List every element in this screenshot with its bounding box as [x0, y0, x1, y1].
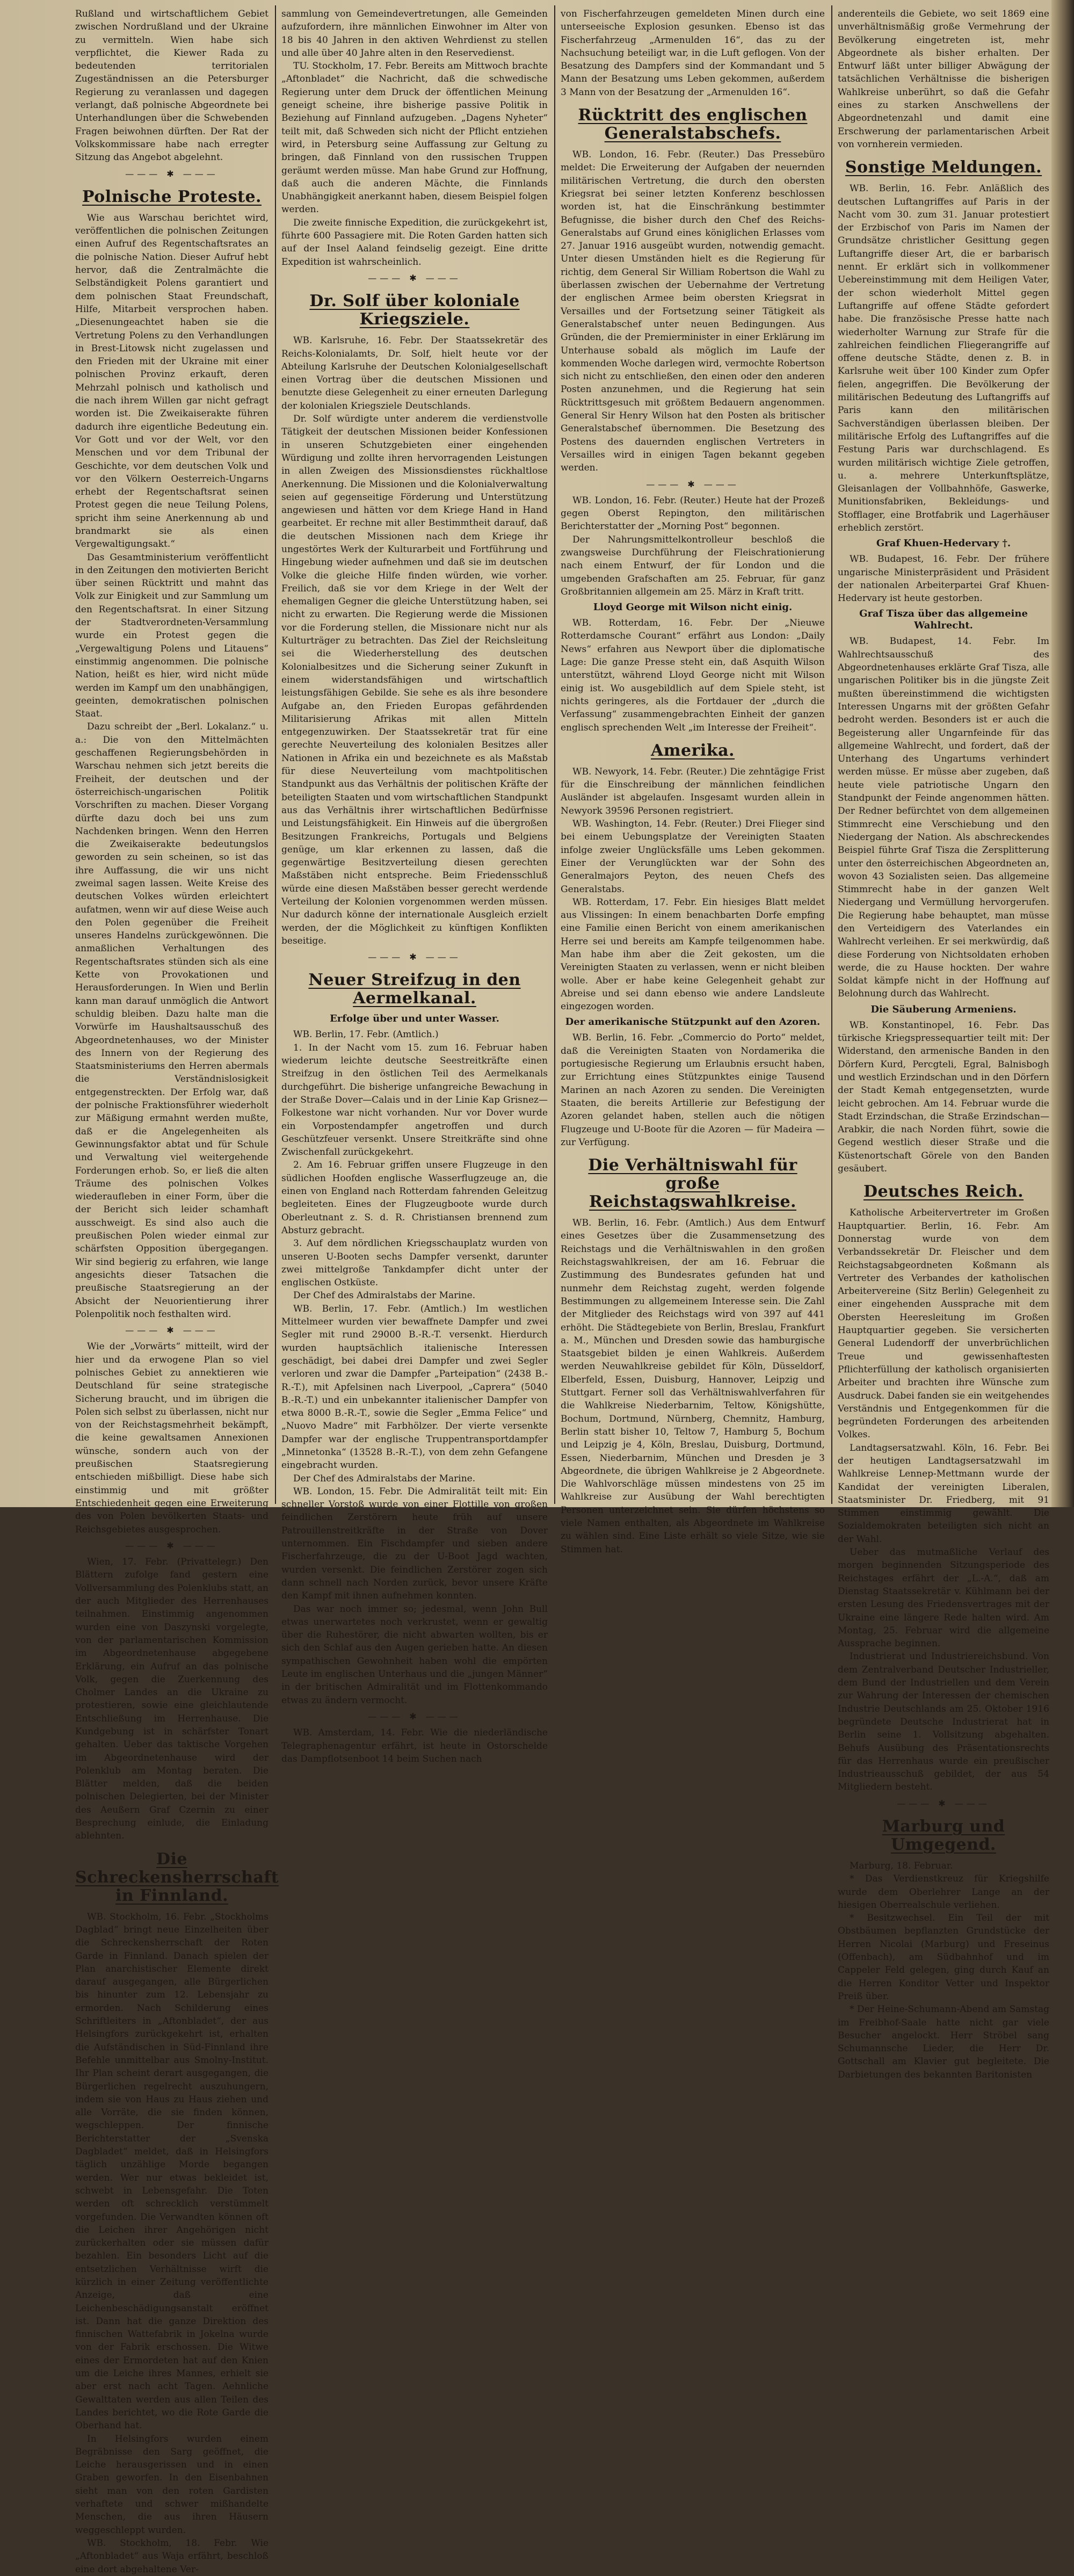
article-paragraph: WB. Berlin, 17. Febr. (Amtlich.) [293, 1029, 439, 1040]
article-paragraph: von Fischerfahrzeugen gemeldeten Minen durch eine unterseeische Explosion gesunken. Ebenso ist das Fischerfahrzeug „Armenulden 16“, das zu der Nachsuchung beteiligt war, in die Luft geflogen. Von der Besatzung des Dampfers sind der Kommandant und 5 Mann der Besatzung ums Leben gekommen, außerdem 3 Mann von der Besatzung der „Armenulden 16“. [561, 9, 825, 98]
section-separator [75, 1324, 268, 1337]
article-paragraph: Der Chef des Admiralstabs der Marine. [293, 1473, 476, 1484]
article-paragraph: Wie der „Vorwärts“ mitteilt, wird der hier und da erwogene Plan so viel polnisches Gebiet zu annektieren wie Deutschland für seine strategische Sicherung braucht, und im übrigen die Polen sich selbst zu überlassen, nicht nur von der Reichstagsmehrheit bekämpft, die keine gewaltsamen Annexionen wünsche, sondern auch von der preußischen Staatsregierung entschieden mißbilligt. Diese habe sich einstimmig und mit größter Entschiedenheit gegen eine Erweiterung des von Polen bevölkerten Staats- und Reichsgebietes ausgesprochen. [75, 1341, 268, 1535]
article-paragraph: WB. Rotterdam, 16. Febr. Der „Nieuwe Rotterdamsche Courant“ erfährt aus London: „Daily News“ erfahren aus Newport über die diplomatische Lage: Die ganze Presse steht ein, daß Asquith Wilson unterstützt, während Lloyd George nicht mit Wilson einig ist. Wo ausgebildlich auf dem Spiele steht, ist nichts geringeres, als die Fortdauer der „durch die Verfassung“ zusammengebrachten Einheit der ganzen englisch sprechenden Welt „im Interesse der Freiheit“. [561, 618, 825, 733]
article-paragraph: WB. Stockholm, 18. Febr. Wie „Aftonbladet“ aus Waja erfährt, beschloß eine dort abgehaltene Ver- [75, 2537, 268, 2575]
section-separator [281, 1710, 548, 1723]
article-headline: Polnische Proteste. [82, 187, 262, 206]
article-subheadline: Der amerikanische Stützpunkt auf den Azoren. [565, 1016, 821, 1028]
article-headline: Die Schreckensherrschaft in Finnland. [75, 1849, 279, 1905]
article-paragraph: WB. Berlin, 16. Febr. (Amtlich.) Aus dem Entwurf eines Gesetzes über die Zusammensetzung des Reichstags und die Verhältniswahlen in den großen Reichstagswahlkreisen, der am 16. Februar die Zustimmung des Bundesrates gefunden hat und nunmehr dem Reichstag zugeht, werden folgende Bestimmungen zu allgemeinem Interesse sein. Die Zahl der Mitglieder des Reichstags wird von 397 auf 441 erhöht. Die Städtegebiete von Berlin, Breslau, Frankfurt a. M., München und Dresden sowie das hamburgische Staatsgebiet bilden je einen Wahlkreis. Außerdem werden Neuwahlkreise gebildet für Köln, Düsseldorf, Elberfeld, Essen, Duisburg, Hannover, Leipzig und Stuttgart. Ferner soll das Verhältniswahlverfahren für die Wahlkreise Niederbarnim, Teltow, Königshütte, Bochum, Dortmund, Nürnberg, Chemnitz, Hamburg, Berlin statt bisher 10, Teltow 7, Hamburg 5, Bochum und Leipzig je 4, Köln, Breslau, Duisburg, Dortmund, Essen, Niederbarnim, München und Dresden je 3 Abgeordnete, die übrigen Wahlkreise je 2 Abgeordnete. Die Wahlvorschläge müssen mindestens von 25 im Wahlkreise zur Ausübung der Wahl berechtigten Personen unterzeichnet sein. Sie dürfen höchstens so viele Namen enthalten, als Abgeordnete im Wahlkreise zu wählen sind. Eine Liste erhält so viele Sitze, wie sie Stimmen hat. [561, 1218, 825, 1555]
article-subheadline: Lloyd George mit Wilson nicht einig. [593, 602, 793, 613]
article-paragraph: * Der Heine-Schumann-Abend am Samstag im Freibhof-Saale hatte nicht gar viele Besucher angelockt. Herr Ströbel sang Schumannsche Lieder, die Herr Dr. Gottschall am Klavier gut begleitete. Die Darbietungen des bekannten Baritonisten [838, 2004, 1049, 2080]
article-headline: Rücktritt des englischen Generalstabschefs. [578, 106, 808, 143]
article-paragraph: Marburg, 18. Februar. [850, 1861, 953, 1871]
article-paragraph: WB. Berlin, 16. Febr. Anläßlich des deutschen Luftangriffes auf Paris in der Nacht vom 30. zum 31. Januar protestiert der Erzbischof von Paris im Namen der Grundsätze christlicher Gesittung gegen Luftangriffe dieser Art, die er barbarisch nennt. Er erklärt sich in vollkommener Uebereinstimmung mit dem Heiligen Vater, der schon wiederholt Mittel gegen Luftangriffe auf offene Städte gefordert habe. Die französische Presse hatte nach wiederholter Warnung zur Strafe für die zahlreichen feindlichen Fliegerangriffe auf offene deutsche Städte, denen z. B. in Karlsruhe weit über 100 Kinder zum Opfer fielen, angegriffen. Die Bevölkerung der militärischen Bedeutung des Luftangriffs auf Paris kann den militärischen Sachverständigen überlassen bleiben. Der militärische Erfolg des Luftangriffes auf die Festung Paris war durchschlagend. Es wurden militärisch wichtige Ziele getroffen, u. a. mehrere Unterkunftsplätze, Gleisanlagen der Vollbahnhöfe, Gaswerke, Munitionsfabriken, Bekleidungs- und Stofflager, eine Brotfabrik und Lagerhäuser erheblich zerstört. [838, 183, 1049, 533]
article-headline: Die Verhältniswahl für große Reichstagswahlkreise. [588, 1156, 797, 1212]
article-paragraph: Wien, 17. Febr. (Privattelegr.) Den Blättern zufolge fand gestern eine Vollversammlung des Polenklubs statt, an der auch Mitglieder des Herrenhauses teilnahmen. Einstimmig angenommen wurden eine von Daszynski vorgelegte, von der parlamentarischen Kommission im Abgeordnetenhause abgegebene Erklärung, ein Aufruf an das polnische Volk, gegen die Zuerkennung des Cholmer Landes an die Ukraine zu protestieren, sowie eine gleichlautende Entschließung im Herrenhause. Die Kundgebung ist in schärfster Tonart gehalten. Ueber das taktische Vorgehen im Abgeordnetenhause wird der Polenklub am Montag beraten. Die Blätter melden, daß die beiden polnischen Delegierten, bei der Minister des Aeußern Graf Czernin zu einer Besprechung einlude, die Einladung ablehnten. [75, 1557, 268, 1842]
article-paragraph: WB. Karlsruhe, 16. Febr. Der Staatssekretär des Reichs-Kolonialamts, Dr. Solf, hielt heute vor der Abteilung Karlsruhe der Deutschen Kolonialgesellschaft einen Vortrag über die deutschen Missionen und benutzte diese Gelegenheit zu einer erneuten Darlegung der kolonialen Kriegsziele Deutschlands. [281, 335, 548, 411]
section-separator [281, 272, 548, 285]
article-headline: Amerika. [651, 741, 735, 760]
article-paragraph: WB. Stockholm, 16. Febr. „Stockholms Dagblad“ bringt neue Einzelheiten über die Schreckensherrschaft der Roten Garde in Finnland. Danach spielen der Plan anarchistischer Elemente direkt darauf ausgegangen, alle Bürgerlichen bis hinunter zum 12. Lebensjahr zu ermorden. Nach Schilderung eines Schriftleiters in „Aftonbladet“, der aus Helsingfors zurückgekehrt ist, erhalten die Aufständischen in Süd-Finnland ihre Befehle unmittelbar aus Smolny-Institut. Ihr Plan scheint derart ausgegangen, die Bürgerlichen regelrecht auszuhungern, indem sie von Haus zu Haus ziehen und alle Vorräte, die sie finden können, wegschleppen. Der finnische Berichterstatter der „Svenska Dagbladet“ meldet, daß in Helsingfors täglich unzählige Morde begangen werden. Wer nur etwas bekleidet ist, schwebt in Lebensgefahr. Die Toten werden oft schrecklich verstümmelt vorgefunden. Die Verwandten können oft die Leichen ihrer Angehörigen nicht zurückerhalten oder sie müssen dafür bezahlen. Ein besonders Licht auf die entsetzlichen Verhältnisse wirft die kürzlich in einer Zeitung veröffentlichte Anzeige, daß eine Leichenbeschädigungsanstalt eröffnet ist. Dann hat die ganze Direktion des finnischen Wattefabrik in Jokelna wurde von der Fabrik erschossen. Die Witwe eines der Ermordeten hat auf den Knien um die Leiche ihres Mannes, erhielt sie aber erst nach acht Tagen. Aehnliche Gewalttaten werden aus allen Teilen des Landes berichtet, wo die Rote Garde die Oberhand hat. [75, 1911, 268, 2432]
article-headline: Sonstige Meldungen. [845, 158, 1042, 177]
article-paragraph: WB. London, 16. Febr. (Reuter.) Heute hat der Prozeß gegen Oberst Repington, den militärischen Berichterstatter der „Morning Post“ begonnen. [561, 495, 825, 532]
article-paragraph: TU. Stockholm, 17. Febr. Bereits am Mittwoch brachte „Aftonbladet“ die Nachricht, daß die schwedische Regierung unter dem Druck der öffentlichen Meinung geneigt scheine, ihre bisherige passive Politik in Beziehung auf Finnland aufzugeben. „Dagens Nyheter“ teilt mit, daß Schweden sich nicht der Pflicht entziehen wird, in Petersburg seine Auffassung zur Geltung zu bringen, daß Finnland von den russischen Truppen geräumt werden müsse. Man habe Grund zur Hoffnung, daß auch die anderen Mächte, die Finnlands Unabhängigkeit anerkannt haben, diesem Beispiel folgen werden. [281, 61, 548, 215]
article-paragraph: WB. Washington, 14. Febr. (Reuter.) Drei Flieger sind bei einem Uebungsplatze der Vereinigten Staaten infolge zweier Unglücksfälle ums Leben gekommen. Einer der Verunglückten war der Sohn des Generalmajors Peyton, des neuen Chefs des Generalstabs. [561, 819, 825, 895]
article-headline: Marburg und Umgegend. [882, 1817, 1005, 1854]
article-paragraph: WB. Budapest, 16. Febr. Der frühere ungarische Ministerpräsident und Präsident der nationalen Arbeiterpartei Graf Khuen-Hedervary ist heute gestorben. [838, 554, 1049, 604]
column-3 [561, 8, 825, 1555]
column-rule [831, 5, 832, 1504]
article-subheadline: Graf Khuen-Hedervary †. [876, 538, 1011, 549]
article-paragraph: Die zweite finnische Expedition, die zurückgekehrt ist, führte 600 Passagiere mit. Die Roten Garden hatten sich auf der Insel Aaland feindselig gezeigt. Eine dritte Expedition ist wahrscheinlich. [281, 217, 548, 267]
article-paragraph: WB. London, 15. Febr. Die Admiralität teilt mit: Ein schneller Vorstoß wurde von einer Flottille von großen feindlichen Zerstörern heute früh auf unsere Patrouillenstreitkräfte in der Straße von Dover unternommen. Ein Fischdampfer und sieben andere Fischerfahrzeuge, die zu der U-Boot Jagd wachten, wurden versenkt. Die feindlichen Zerstörer zogen sich dann schnell nach Norden zurück, bevor unsere Kräfte den Kampf mit ihnen aufnehmen konnten. [281, 1486, 548, 1602]
article-paragraph: anderenteils die Gebiete, wo seit 1869 eine unverhältnismäßig große Vermehrung der Bevölkerung eingetreten ist, mehr Abgeordnete als bisher erhalten. Der Entwurf läßt unter billiger Abwägung der tatsächlichen Verhältnisse die bisherigen Wahlkreise unberührt, so daß die Gefahr eines zu starken Anschwellens der Abgeordnetenzahl und damit eine Erschwerung der parlamentarischen Arbeit von vornherein vermieden. [838, 9, 1049, 150]
article-paragraph: 1. In der Nacht vom 15. zum 16. Februar haben wiederum leichte deutsche Seestreitkräfte einen Streifzug in den östlichen Teil des Aermelkanals durchgeführt. Die bisherige unfangreiche Bewachung in der Straße Dover—Calais und in der Linie Kap Grisnez—Folkestone war nicht vorhanden. Nur vor Dover wurde ein Vorpostendampfer angetroffen und durch Geschützfeuer versenkt. Unsere Streitkräfte sind ohne Zwischenfall zurückgekehrt. [281, 1042, 548, 1158]
article-paragraph: Der Chef des Admiralstabs der Marine. [293, 1290, 476, 1301]
column-1 [75, 8, 279, 2575]
column-rule [275, 5, 276, 1504]
column-2 [281, 8, 548, 1764]
article-paragraph: WB. Budapest, 14. Febr. Im Wahlrechtsausschuß des Abgeordnetenhauses erklärte Graf Tisza, alle ungarischen Politiker bis in die jüngste Zeit mußten übereinstimmend die wichtigsten Interessen Ungarns mit der größten Gefahr bedroht werden. Besonders ist er auch die Begeisterung aller Ungarnfeinde für das allgemeine Wahlrecht, und fordert, daß der Unterhang des Ungartums verhindert werden müsse. Er müsse aber zugeben, daß heute viele patriotische Ungarn den Standpunkt der Feinde angenommen hätten. Der Redner befürchtet von dem allgemeinen Stimmrecht eine Verschiebung und den Niedergang der Nation. Als abschreckendes Beispiel führte Graf Tisza die Zersplitterung unter den österreichischen Abgeordneten an, wovon 43 Sozialisten seien. Das allgemeine Stimmrecht habe in der ganzen Welt Niedergang und Vermüllung hervorgerufen. Die Regierung habe behauptet, man müsse den Verteidigern des Vaterlandes ein Wahlrecht verleihen. Er sei merkwürdig, daß diese Forderung von Nichtsoldaten erhoben werde, die zu Hause hockten. Der wahre Soldat kämpfe nicht in der Hoffnung auf Belohnung durch das Wahlrecht. [838, 636, 1049, 1000]
article-paragraph: 3. Auf dem nördlichen Kriegsschauplatz wurden von unseren U-Booten sechs Dampfer versenkt, darunter zwei mittelgroße Tankdampfer dicht unter der englischen Ostküste. [281, 1238, 548, 1289]
article-paragraph: In Helsingfors wurden einem Begräbnisse den Sarg geöffnet, die Leiche herausgerissen und in einen Graben geworfen. In den Eisenbahnen sieht man von den roten Gardisten verhaftete und schwer mißhandelte Menschen, die aus ihren Häusern weggeschleppt wurden. [75, 2433, 268, 2536]
column-rule [554, 5, 555, 1504]
section-separator [561, 478, 825, 491]
article-paragraph: 2. Am 16. Februar griffen unsere Flugzeuge in den südlichen Hoofden englische Wasserflugzeuge an, die einen von England nach Rotterdam fahrenden Geleitzug begleiteten. Eines der Flugzeugboote wurde durch Oberleutnant z. S. d. R. Christiansen brennend zum Absturz gebracht. [281, 1160, 548, 1236]
article-paragraph: Rußland und wirtschaftlichem Gebiet zwischen Nordrußland und der Ukraine zu vermitteln. Wien habe sich verpflichtet, die Kiewer Rada zu bedeutenden territorialen Zugeständnissen an die Petersburger Regierung zu veranlassen und dagegen verlangt, daß polnische Abgeordnete bei Unterhandlungen über die Schwebenden Fragen beiwohnen dürften. Der Rat der Volkskommissare habe nach erregter Sitzung das Angebot abgelehnt. [75, 9, 268, 163]
article-paragraph: Ueber das mutmaßliche Verlauf des morgen beginnenden Sitzungsperiode des Reichstages erfährt der „L.-A.“, daß am Dienstag Staatssekretär v. Kühlmann bei der ersten Lesung des Friedensvertrages mit der Ukraine eine längere Rede halten wird. Am Montag, 25. Februar wird die allgemeine Aussprache beginnen. [838, 1547, 1049, 1649]
article-paragraph: * Besitzwechsel. Ein Teil der mit Obstbäumen bepflanzten Grundstücke der Herren Nicolai (Marburg) und Freseinus (Offenbach), am Südbahnhof und im Cappeler Feld gelegen, ging durch Kauf an die Herren Konditor Vetter und Inspektor Preiß über. [838, 1913, 1049, 2002]
article-paragraph: WB. Berlin, 16. Febr. „Commercio do Porto“ meldet, daß die Vereinigten Staaten von Nordamerika die portugiesische Regierung um Erlaubnis ersucht haben, zur Errichtung eines Stützpunktes einige Tausend Marinen an nach Azoren zu senden. Die Vereinigten Staaten, die bereits Artillerie zur Befestigung der Azoren gelandet haben, stellen auch die nötigen Flugzeuge und U-Boote für die Azoren — für Madeira — zur Verfügung. [561, 1032, 825, 1148]
section-separator [75, 168, 268, 180]
article-headline: Neuer Streifzug in den Aermelkanal. [308, 971, 521, 1008]
column-4 [838, 8, 1049, 2080]
binding-edge [1051, 0, 1074, 1507]
article-paragraph: Der Nahrungsmittelkontrolleur beschloß die zwangsweise Durchführung der Fleischrationierung nach einem Entwurf, der für London und die umgebenden Grafschaften am 25. Februar, für ganz Großbritannien allgemein am 25. März in Kraft tritt. [561, 534, 825, 597]
article-paragraph: Dr. Solf würdigte unter anderem die verdienstvolle Tätigkeit der deutschen Missionen beider Konfessionen in unseren Schutzgebieten einer eingehenden Würdigung und zollte ihren hervorragenden Leistungen in allen Zweigen des Missionsdienstes rückhaltlose Anerkennung. Die Missionen und die Kolonialverwaltung seien auf gegenseitige Förderung und Unterstützung angewiesen und hätten vor dem Kriege Hand in Hand gearbeitet. Er rechne mit aller Bestimmtheit darauf, daß die deutschen Missionen nach dem Kriege ihr ungestörtes Werk der Kulturarbeit und Fortführung und Hingebung wieder aufnehmen und daß sie im deutschen Volke die gleiche Hilfe finden würden, wie vorher. Freilich, daß sie vor dem Kriege in der Welt der ehemaligen Gegner die gleiche Unterstützung haben, sei nicht zu erwarten. Die Regierung werde die Missionen vor die Forderung stellen, die Missionare nicht nur als Kulturträger zu betrachten. Das Ziel der Reichsleitung sei die Wiederherstellung des deutschen Kolonialbesitzes und die Sicherung seiner Zukunft in einem widerstandsfähigen und wirtschaftlich leistungsfähigen Gebilde. Sie sehe es als ihre besondere Aufgabe an, den Frieden Europas gefährdenden Militarisierung Afrikas mit allen Mitteln entgegenzuwirken. Der Staatssekretär trat für eine gerechte Neuverteilung des kolonialen Besitzes aller Nationen in Afrika ein und bezeichnete es als Maßstab für diese Neuverteilung vom machtpolitischen Standpunkt aus das Verhältnis der politischen Kräfte der beteiligten Staaten und vom wirtschaftlichen Standpunkt aus das Verhältnis ihrer wirtschaftlichen Bedürfnisse und Leistungsfähigkeit. Ein Hinweis auf die übergroßen Besitzungen Frankreichs, Portugals und Belgiens genüge, um klar erkennen zu lassen, daß die gegenwärtige Besitzverteilung diesen gerechten Maßstäben nicht entspreche. Beim Friedensschluß würde eine diesen Maßstäben besser gerecht werdende Verteilung der Kolonien vorgenommen werden müssen. Nur dadurch könne der internationale Ausgleich erzielt werden, der die Möglichkeit zu künftigen Konflikten beseitige. [281, 414, 548, 946]
section-separator [75, 1539, 268, 1552]
article-paragraph: Das war noch immer so; jedesmal, wenn John Bull etwas unerwartetes noch verkrustet, wenn er gewaltig über die Ruhestörer, die nicht abwarten wollten, bis er sich den Schlaf aus den Augen gerieben hatte. An diesen sympathischen Gewohnheit haben wohl die empörten Leute im englischen Unterhaus und die „jungen Männer“ in der britischen Admiralität und im Flottenkommando etwas zu ändern vermocht. [281, 1603, 548, 1706]
article-paragraph: Wie aus Warschau berichtet wird, veröffentlichen die polnischen Zeitungen einen Aufruf des Regentschaftsrates an die polnische Nation. Dieser Aufruf hebt hervor, daß die Zentralmächte die Selbständigkeit Polens garantiert und dem polnischen Staat Freundschaft, Hilfe, Mitarbeit versprochen haben. „Diesenungeachtet haben sie die Vertretung Polens zu den Verhandlungen in Brest-Litowsk nicht zugelassen und den Frieden mit der Ukraine mit einer polnischen Provinz erkauft, deren Mehrzahl polnisch und katholisch und die nach ihrem Willen gar nicht gefragt worden ist. Die Zweikaiserakte führen dadurch ihre eigentliche Bedeutung ein. Vor Gott und vor der Welt, vor den Menschen und vor dem Tribunal der Geschichte, vor dem deutschen Volk und vor den Völkern Oesterreich-Ungarns erhebt der Regentschaftsrat seinen Protest gegen die neue Teilung Polens, spricht ihm seine Anerkennung ab und brandmarkt sie als einen Vergewaltigungsakt.“ [75, 212, 268, 550]
article-paragraph: Dazu schreibt der „Berl. Lokalanz.“ u. a.: Die von den Mittelmächten geschaffenen Regierungsbehörden in Warschau nehmen sich jetzt bereits die Freiheit, der deutschen und der österreichisch-ungarischen Politik Vorschriften zu machen. Dieser Vorgang dürfte dazu doch bei uns zum Nachdenken bringen. Wenn den Herren die Zweikaiserakte bedeutungslos geworden zu sein scheinen, so ist das ihre Auffassung, die wir uns nicht zweimal sagen lassen. Weite Kreise des deutschen Volkes würden erleichtert aufatmen, wenn wir auf diese Weise auch den Polen gegenüber die Freiheit unseres Handelns zurückgewönnen. Die anmaßlichen Verhaltungen des Regentschaftsrates stünden sich als eine Kette von Provokationen und Herausforderungen. In Wien und Berlin kann man darauf unmöglich die Antwort schuldig bleiben. Dazu halte man die Vorwürfe im Haushaltsausschuß des Abgeordnetenhauses, wo der Minister des Innern von der Regierung des Staatsministeriums den Herren abermals die Verständnislosigkeit entgegenstreckten. Der Erfolg war, daß der polnische Fraktionsführer wiederholt zur Mäßigung ermahnt werden mußte, daß er die Angelegenheiten als Gewinnungsfaktor abtat und für Schule und Verwaltung viel weitergehende Forderungen erhob. So, er ließ die alten Träume des polnischen Volkes wiederaufleben in einer Form, über die der Bericht sich leider schamhaft ausschweigt. Es sind also auch die preußischen Polen wieder einmal zur schärfsten Opposition übergegangen. Wir sind begierig zu erfahren, wie lange angesichts dieser Tatsachen die preußische Staatsregierung an der Absicht der Neuorientierung ihrer Polenpolitik noch festhalten wird. [75, 721, 268, 1320]
article-headline: Deutsches Reich. [863, 1182, 1024, 1202]
article-subheadline: Die Säuberung Armeniens. [870, 1003, 1017, 1015]
article-subheadline: Erfolge über und unter Wasser. [330, 1013, 499, 1025]
article-paragraph: WB. Rotterdam, 17. Febr. Ein hiesiges Blatt meldet aus Vlissingen: In einem benachbarten Dorfe empfing eine Familie einen Bericht von einem amerikanischen Herre sei und bereits am Kampfe teilgenommen habe. Man habe ihm aber die Zeit gekosten, um die Vereinigten Staaten zu verlassen, wenn er nicht bleiben wolle. Aber er habe keine Gelegenheit gehabt zur Abreise und sei dann ebenso wie andere Landsleute eingezogen worden. [561, 896, 825, 1012]
article-paragraph: WB. Newyork, 14. Febr. (Reuter.) Die zehntägige Frist für die Einschreibung der männlichen feindlichen Ausländer ist abgelaufen. Insgesamt wurden allein in Newyork 39596 Personen registriert. [561, 766, 825, 816]
section-separator [281, 951, 548, 964]
article-headline: Dr. Solf über koloniale Kriegsziele. [309, 292, 520, 329]
article-paragraph: WB. Konstantinopel, 16. Febr. Das türkische Kriegspressequartier teilt mit: Der Widerstand, den armenische Banden in den Dörfern Kurd, Percgteli, Egral, Balnisbogh und westlich Erzindschan und in den Dörfern der Stadt Kemah entgegensetzten, wurde leicht gebrochen. Am 14. Februar wurde die Stadt Erzindschan, die Straße Erzindschan—Arabkir, die nach Norden führt, sowie die Gegend westlich dieser Straße und die Küstenortschaft Görele von den Banden gesäubert. [838, 1019, 1049, 1175]
article-paragraph: Katholische Arbeitervertreter im Großen Hauptquartier. Berlin, 16. Febr. Am Donnerstag wurde von dem Verbandssekretär Dr. Fleischer und dem Reichstagsabgeordneten Koßmann als Vertreter des Verbandes der katholischen Arbeitervereine (Sitz Berlin) Gelegenheit zu einer eingehenden Aussprache mit dem Obersten Heeresleitung im Großen Hauptquartier gegeben. Sie versicherten General Ludendorff der unverbrüchlichen Treue und gewissenhaftesten Pflichterfüllung der katholisch organisierten Arbeiter und brachten ihre Wünsche zum Ausdruck. Dabei fanden sie ein weitgehendes Verständnis und Entgegenkommen für die begründeten Forderungen des arbeitenden Volkes. [838, 1207, 1049, 1441]
article-paragraph: Das Gesamtministerium veröffentlicht in den Zeitungen den motivierten Bericht über seinen Rücktritt und mahnt das Volk zur Einigkeit und zur Sammlung um den Regentschaftsrat. In einer Sitzung der Stadtverordneten-Versammlung wurde ein Protest gegen die „Vergewaltigung Polens und Litauens“ einstimmig angenommen. Die polnische Nation, heißt es hier, wird nicht müde werden im Kampf um den unabhängigen, geeinten, demokratischen polnischen Staat. [75, 552, 268, 720]
article-paragraph: Landtagsersatzwahl. Köln, 16. Febr. Bei der heutigen Landtagsersatzwahl im Wahlkreise Lennep-Mettmann wurde der Kandidat der vereinigten Liberalen, Staatsminister Dr. Friedberg, mit 91 Stimmen einstimmig gewählt. Die Sozialdemokraten beteiligten sich nicht an der Wahl. [838, 1442, 1049, 1545]
article-paragraph: * Das Verdienstkreuz für Kriegshilfe wurde dem Oberlehrer Lange an der hiesigen Oberrealschule verliehen. [838, 1873, 1049, 1911]
article-paragraph: Industrierat und Industriereichsbund. Von dem Zentralverband Deutscher Industrieller, dem Bund der Industriellen und dem Verein zur Wahrung der Interessen der chemischen Industrie Deutschlands am 25. Oktober 1916 begründete Deutsche Industrierat hat in Berlin seine 1. Vollsitzung abgehalten. Behufs Ausübung des Präsentationsrechts für das Herrenhaus wurde ein preußischer Industrieausschuß gebildet, der aus 54 Mitgliedern besteht. [838, 1651, 1049, 1793]
article-paragraph: WB. Berlin, 17. Febr. (Amtlich.) Im westlichen Mittelmeer wurden vier bewaffnete Dampfer und zwei Segler mit rund 29000 B.-R.-T. versenkt. Hierdurch wurden hauptsächlich italienische Interessen geschädigt, bei dabei drei Dampfer und zwei Segler verloren und zwar die Dampfer „Parteipation“ (2438 B.-R.-T.), mit Apfelsinen nach Liverpool, „Caprera“ (5040 B.-R.-T.) und ein unbekannter italienischer Dampfer von etwa 8000 B.-R.-T., sowie die Segler „Emma Felice“ und „Nuovo Madre“ mit Farbhölzer. Der vierte versenkte Dampfer war der englische Truppentransportdampfer „Minnetonka“ (13528 B.-R.-T.), von dem zehn Gefangene eingebracht wurden. [281, 1303, 548, 1471]
article-paragraph: sammlung von Gemeindevertretungen, alle Gemeinden aufzufordern, ihre männlichen Einwohner im Alter von 18 bis 40 Jahren in den aktiven Wehrdienst zu stellen und alle über 40 Jahre alten in den Reservedienst. [281, 9, 548, 59]
article-subheadline: Graf Tisza über das allgemeine Wahlrecht. [859, 608, 1028, 632]
article-paragraph: WB. London, 16. Febr. (Reuter.) Das Pressebüro meldet: Die Erweiterung der Aufgaben der neuernden militärischen Vertretung, die durch den obersten Kriegsrat bei seiner letzten Konferenz beschlossen worden ist, hat die Einschränkung bestimmter Befugnisse, die bisher durch den Chef des Reichs-Generalstabs auf Grund eines königlichen Erlasses vom 27. Januar 1916 ausgeübt wurden, notwendig gemacht. Unter diesen Umständen hielt es die Regierung für richtig, dem General Sir William Robertson die Wahl zu überlassen zwischen der Uebernahme der Vertretung der englischen Armee beim obersten Kriegsrat in Versailles und der Fortsetzung seiner Tätigkeit als Generalstabschef unter neuen Bedingungen. Aus Gründen, die der Premierminister in einer Erklärung im Unterhause sobald als möglich im Laufe der kommenden Woche darlegen wird, vermochte Robertson sich nicht zu entschließen, den einen oder den anderen Posten anzunehmen, und die Regierung hat sein Rücktrittsgesuch mit größtem Bedauern angenommen. General Sir Henry Wilson hat den Posten als britischer Generalstabschef übernommen. Die Besetzung des Postens des dauernden englischen Vertreters in Versailles wird in einigen Tagen bekannt gegeben werden. [561, 149, 825, 474]
section-separator [838, 1797, 1049, 1810]
article-paragraph: WB. Amsterdam, 14. Febr. Wie die niederländische Telegraphenagentur erfährt, ist heute in Ostorschelde das Dampflotsenboot 14 beim Suchen nach [281, 1727, 548, 1764]
